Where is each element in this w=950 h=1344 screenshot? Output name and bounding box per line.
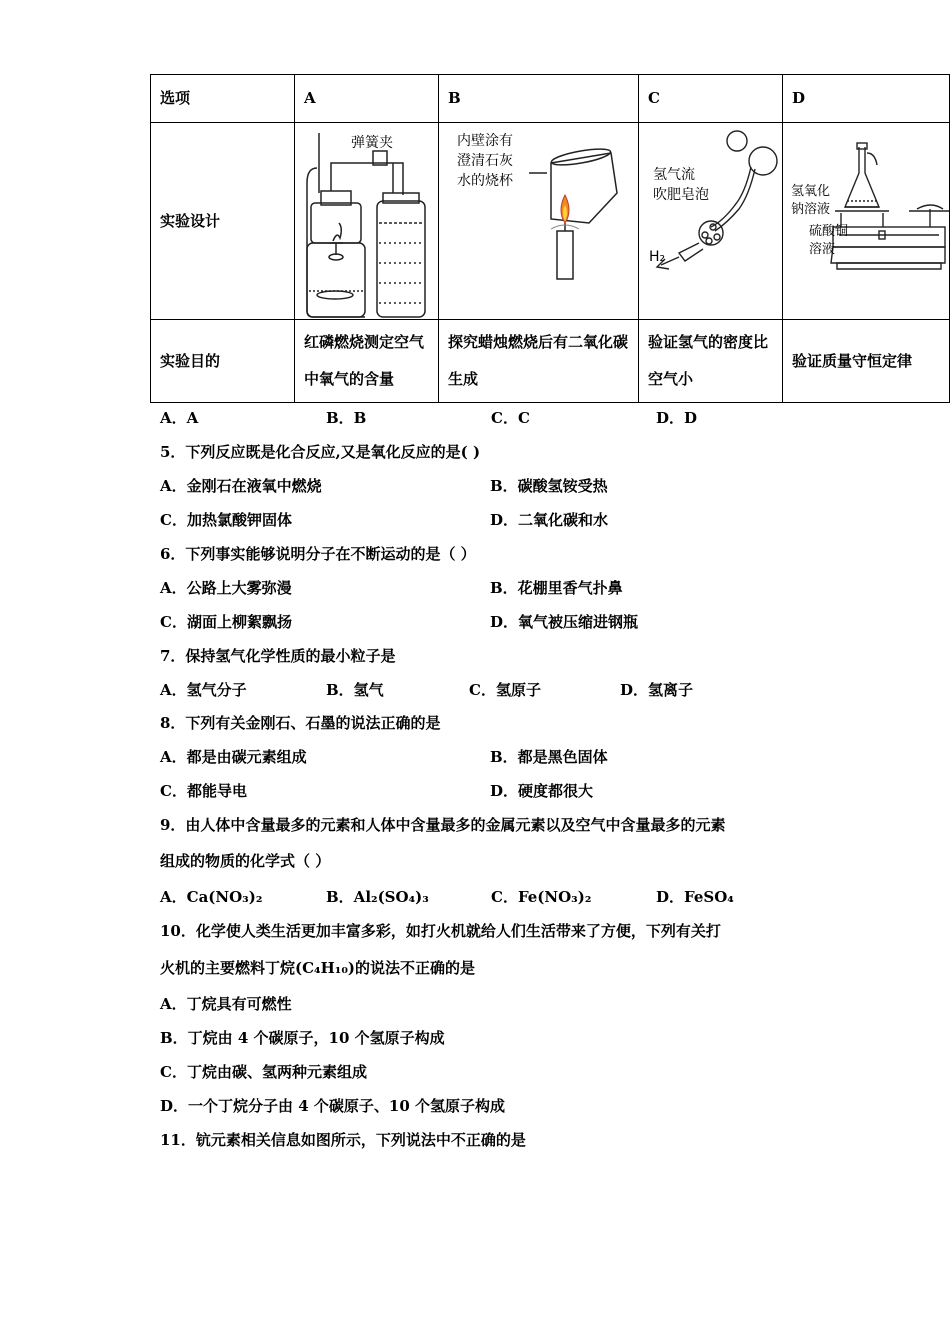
figure-c-cell: [639, 123, 783, 320]
figure-c-caption-2: 吹肥皂泡: [653, 187, 709, 203]
q8-option-c: C．都能导电: [160, 782, 247, 800]
header-col-a: A: [295, 75, 439, 123]
figure-b-caption-2: 澄清石灰: [457, 153, 513, 169]
q9-option-a: A．Ca(NO₃)₂: [160, 888, 263, 906]
q9-option-c: C．Fe(NO₃)₂: [491, 888, 592, 906]
q7-option-c: C．氢原子: [469, 681, 541, 699]
options-table: [150, 74, 950, 403]
purpose-label: 实验目的: [151, 320, 295, 403]
q7-option-a: A．氢气分子: [160, 681, 247, 699]
purpose-row: [151, 320, 950, 403]
q4-option-b: B．B: [326, 409, 367, 427]
q4-option-d: D．D: [656, 409, 698, 427]
design-label: 实验设计: [151, 123, 295, 320]
figure-c-h2-label: H₂: [649, 249, 666, 265]
purpose-b: 探究蜡烛燃烧后有二氧化碳生成: [439, 320, 639, 403]
figure-c-caption-1: 氢气流: [653, 167, 695, 183]
figure-d-caption-2: 钠溶液: [791, 202, 831, 217]
q5-stem: 5．下列反应既是化合反应,又是氧化反应的是( ): [160, 443, 481, 461]
q10-option-b: B．丁烷由 4 个碳原子，10 个氢原子构成: [160, 1029, 445, 1047]
q10-option-c: C．丁烷由碳、氢两种元素组成: [160, 1063, 367, 1081]
figure-b-caption-3: 水的烧杯: [457, 173, 513, 189]
purpose-c: 验证氢气的密度比空气小: [639, 320, 783, 403]
header-label: 选项: [151, 75, 295, 123]
design-row: [151, 123, 950, 320]
figure-b-caption-1: 内壁涂有: [457, 133, 513, 149]
hydrogen-bubble-figure: [639, 123, 783, 319]
q6-option-c: C．湖面上柳絮飘扬: [160, 613, 292, 631]
q4-option-a: A．A: [160, 409, 199, 427]
q10-option-d: D．一个丁烷分子由 4 个碳原子、10 个氢原子构成: [160, 1097, 505, 1115]
table-header-row: [151, 75, 950, 123]
header-col-c: C: [639, 75, 783, 123]
q5-option-b: B．碳酸氢铵受热: [490, 477, 608, 495]
q6-option-a: A．公路上大雾弥漫: [160, 579, 292, 597]
q7-option-d: D．氢离子: [620, 681, 694, 699]
figure-d-cell: [783, 123, 950, 320]
q5-option-a: A．金刚石在液氧中燃烧: [160, 477, 322, 495]
q9-stem-line2: 组成的物质的化学式（ ）: [160, 852, 331, 870]
q6-option-d: D．氧气被压缩进钢瓶: [490, 613, 639, 631]
purpose-d: 验证质量守恒定律: [783, 320, 950, 403]
q6-option-b: B．花棚里香气扑鼻: [490, 579, 623, 597]
q4-option-c: C．C: [491, 409, 530, 427]
q8-stem: 8．下列有关金刚石、石墨的说法正确的是: [160, 714, 441, 732]
q8-option-b: B．都是黑色固体: [490, 748, 608, 766]
q11-stem: 11．钪元素相关信息如图所示，下列说法中不正确的是: [160, 1131, 526, 1149]
q10-stem-line1: 10．化学使人类生活更加丰富多彩，如打火机就给人们生活带来了方便，下列有关打: [160, 922, 721, 940]
figure-a-caption: 弹簧夹: [351, 135, 393, 151]
q5-option-c: C．加热氯酸钾固体: [160, 511, 292, 529]
q9-stem-line1: 9．由人体中含量最多的元素和人体中含量最多的金属元素以及空气中含量最多的元素: [160, 816, 726, 834]
figure-d-caption-3: 硫酸铜: [809, 224, 849, 239]
q8-option-d: D．硬度都很大: [490, 782, 594, 800]
q8-option-a: A．都是由碳元素组成: [160, 748, 307, 766]
balance-figure: [783, 123, 950, 319]
q9-option-d: D．FeSO₄: [656, 888, 734, 906]
q9-option-b: B．Al₂(SO₄)₃: [326, 888, 429, 906]
header-col-b: B: [439, 75, 639, 123]
q7-option-b: B．氢气: [326, 681, 384, 699]
figure-a-cell: [295, 123, 439, 320]
purpose-a: 红磷燃烧测定空气中氧气的含量: [295, 320, 439, 403]
q10-option-a: A．丁烷具有可燃性: [160, 995, 292, 1013]
q7-stem: 7．保持氢气化学性质的最小粒子是: [160, 647, 396, 665]
figure-d-caption-4: 溶液: [809, 242, 836, 257]
figure-b-cell: [439, 123, 639, 320]
q5-option-d: D．二氧化碳和水: [490, 511, 609, 529]
figure-d-caption-1: 氢氧化: [791, 184, 831, 199]
header-col-d: D: [783, 75, 950, 123]
q6-stem: 6．下列事实能够说明分子在不断运动的是（ ）: [160, 545, 476, 563]
q10-stem-line2: 火机的主要燃料丁烷(C₄H₁₀)的说法不正确的是: [160, 959, 476, 977]
